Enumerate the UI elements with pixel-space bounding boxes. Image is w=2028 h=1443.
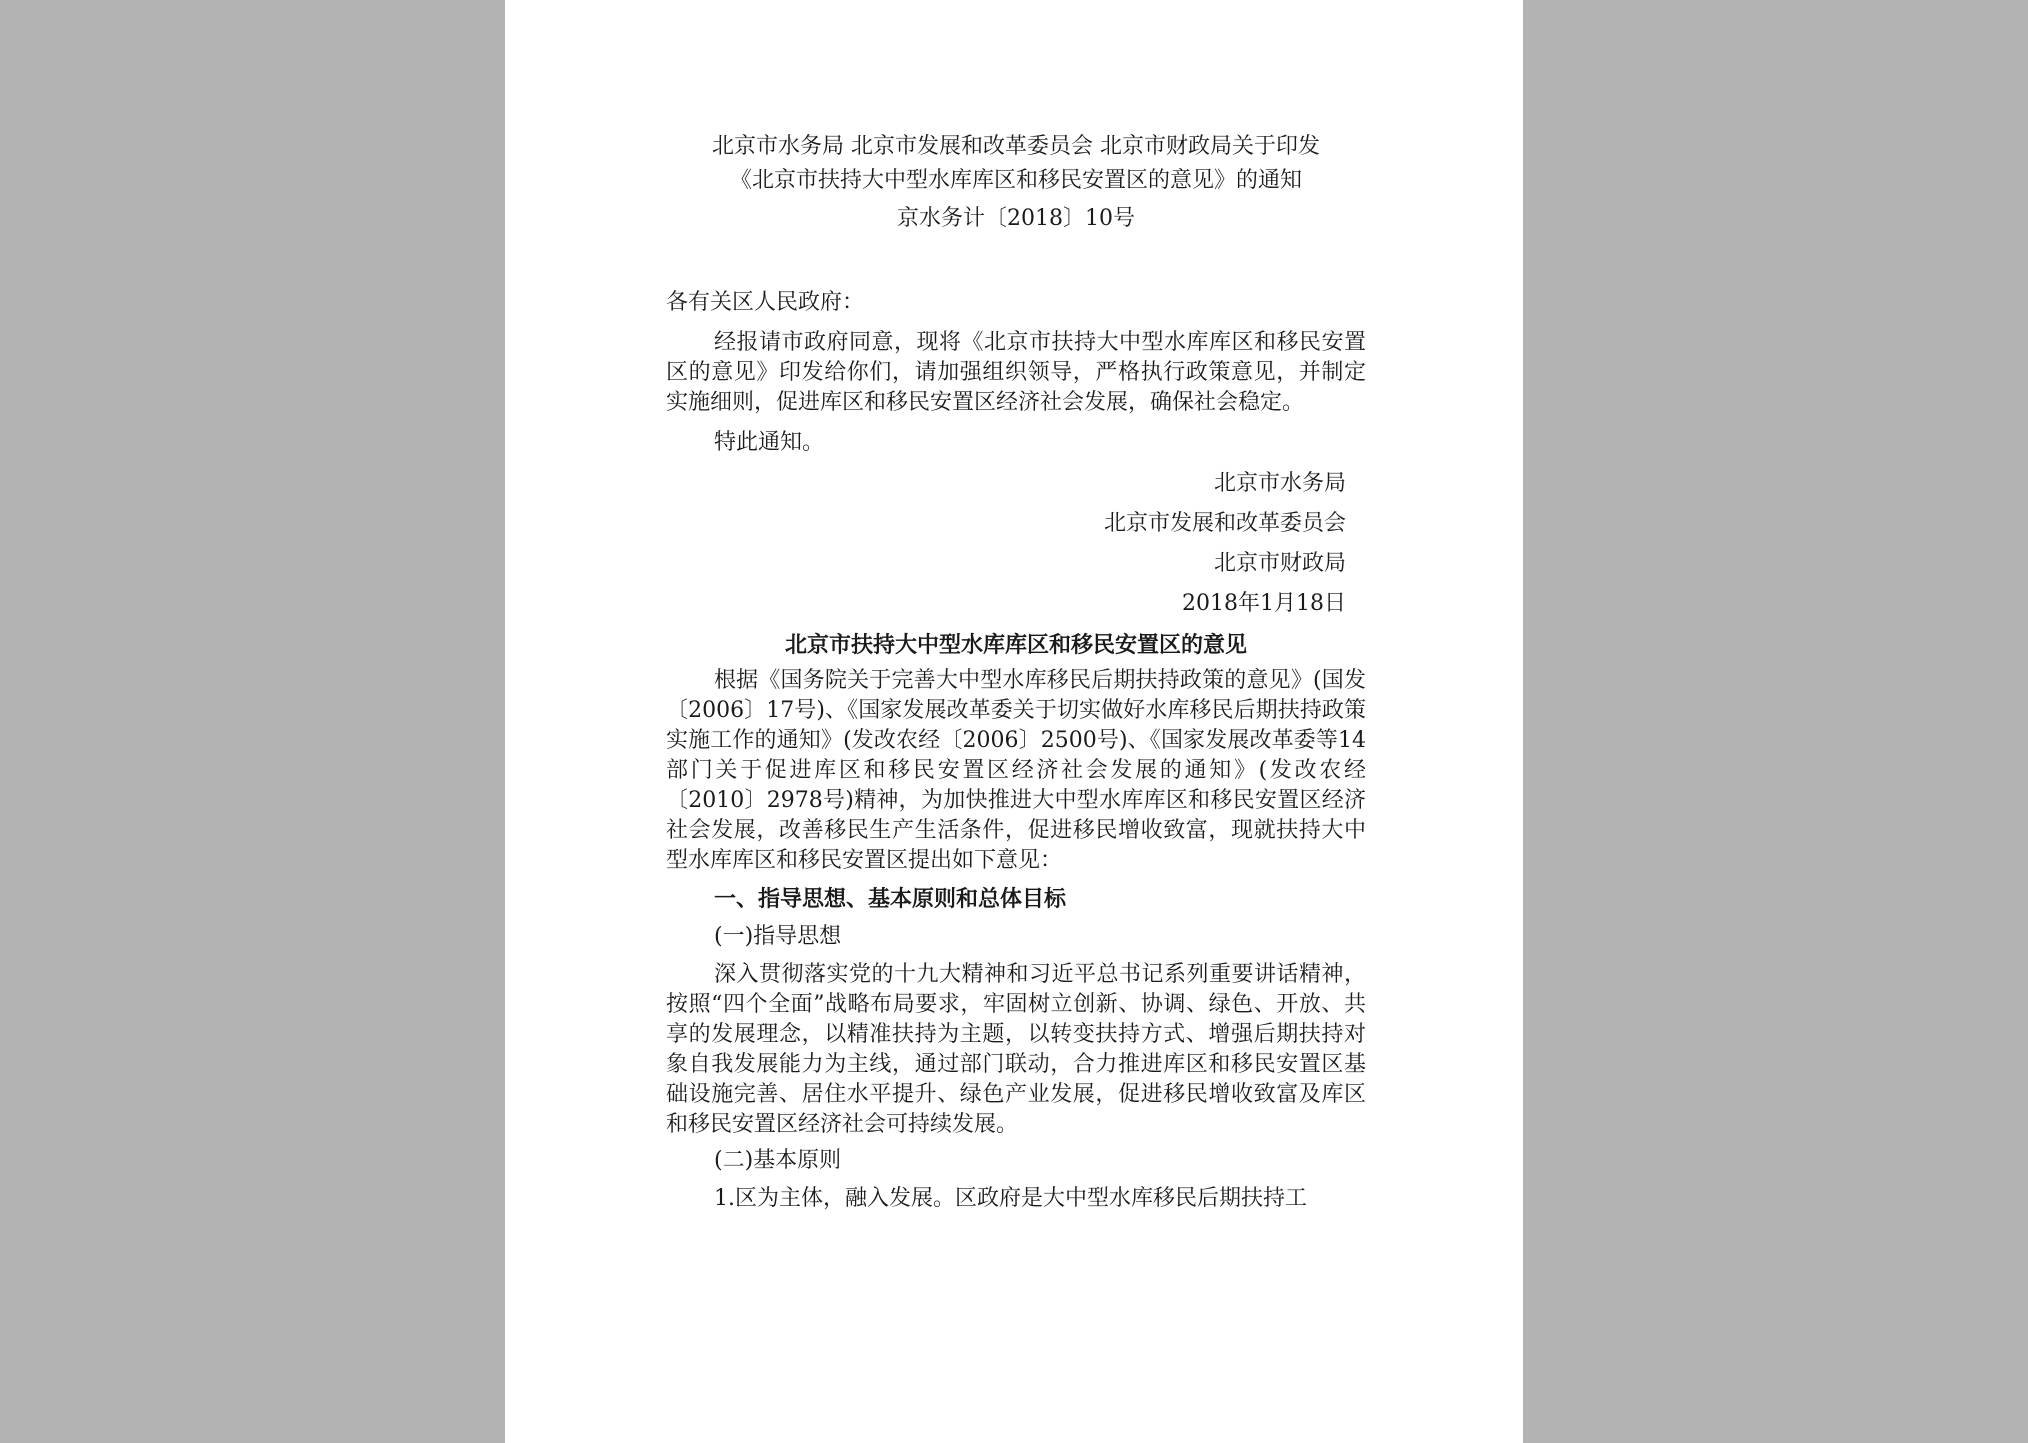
notice-closing: 特此通知。 xyxy=(714,430,825,455)
page-content xyxy=(666,130,1366,1214)
notice-body-paragraph: 经报请市政府同意，现将《北京市扶持大中型水库库区和移民安置区的意见》印发给你们，请加强组织领导，严格执行政策意见，并制定实施细则，促进库区和移民安置区经济社会发展，确保社会稳定。 xyxy=(666,330,1366,415)
document-page xyxy=(505,0,1523,1443)
principle-paragraph: 1.区为主体，融入发展。区政府是大中型水库移民后期扶持工 xyxy=(714,1186,1307,1211)
section-heading: 一、指导思想、基本原则和总体目标 xyxy=(714,886,1067,912)
signature-development-reform-commission: 北京市发展和改革委员会 xyxy=(1103,511,1346,536)
subsection-heading: (二)基本原则 xyxy=(714,1148,842,1173)
document-number: 京水务计〔2018〕10号 xyxy=(897,206,1135,231)
attachment-intro-paragraph: 根据《国务院关于完善大中型水库移民后期扶持政策的意见》(国发〔2006〕17号)、《国家发展改革委关于切实做好水库移民后期扶持政策实施工作的通知》(发改农经〔2006〕2500号)、《国家发展改革委等14部门关于促进库区和移民安置区经济社会发展的通知》(发改农经〔2010〕2978号)精神，为加快推进大中型水库库区和移民安置区经济社会发展，改善移民生产生活条件，促进移民增收致富，现就扶持大中型水库库区和移民安置区提出如下意见： xyxy=(666,668,1366,873)
subsection-heading: (一)指导思想 xyxy=(714,924,842,949)
signature-water-authority: 北京市水务局 xyxy=(1213,471,1346,496)
subsection-paragraph: 深入贯彻落实党的十九大精神和习近平总书记系列重要讲话精神，按照“四个全面”战略布局要求，牢固树立创新、协调、绿色、开放、共享的发展理念，以精准扶持为主题，以转变扶持方式、增强后期扶持对象自我发展能力为主线，通过部门联动，合力推进库区和移民安置区基础设施完善、居住水平提升、绿色产业发展，促进移民增收致富及库区和移民安置区经济社会可持续发展。 xyxy=(666,962,1366,1137)
signature-finance-bureau: 北京市财政局 xyxy=(1213,551,1346,576)
notice-title-line1: 北京市水务局 北京市发展和改革委员会 北京市财政局关于印发 xyxy=(712,134,1320,159)
issue-date: 2018年1月18日 xyxy=(1182,591,1346,616)
notice-title-line2: 《北京市扶持大中型水库库区和移民安置区的意见》的通知 xyxy=(729,168,1302,193)
attachment-title: 北京市扶持大中型水库库区和移民安置区的意见 xyxy=(784,632,1247,658)
addressee: 各有关区人民政府： xyxy=(666,290,865,315)
